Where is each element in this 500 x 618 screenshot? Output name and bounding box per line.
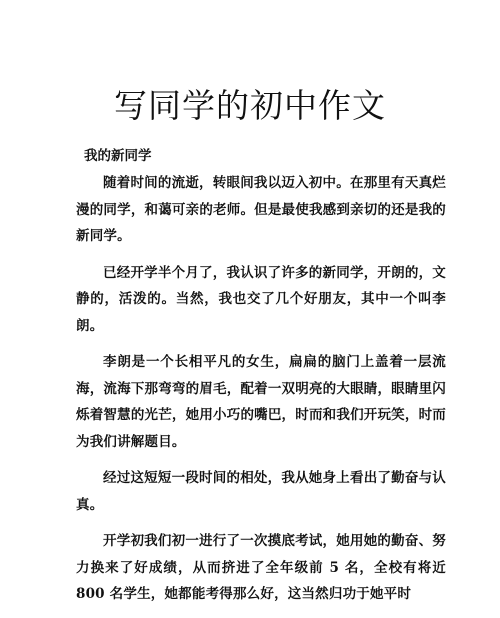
document-title: 写同学的初中作文 [114, 86, 386, 125]
paragraph: 已经开学半个月了，我认识了许多的新同学，开朗的，文静的，活泼的。当然，我也交了几个好朋友，其中一个叫李朗。 [76, 264, 446, 334]
paragraph: 开学初我们初一进行了一次摸底考试，她用她的勤奋、努力换来了好成绩，从而挤进了全年级前 5 名，全校有将近 800 名学生，她都能考得那么好，这当然归功于她平时 [76, 533, 446, 602]
paragraph: 经过这短短一段时间的相处，我从她身上看出了勤奋与认真。 [76, 470, 446, 513]
paragraph: 随着时间的流逝，转眼间我以迈入初中。在那里有天真烂漫的同学，和蔼可亲的老师。但是最使我感到亲切的还是我的新同学。 [76, 175, 446, 244]
document-subtitle: 我的新同学 [84, 148, 152, 164]
paragraph: 李朗是一个长相平凡的女生，扁扁的脑门上盖着一层流海，流海下那弯弯的眉毛，配着一双明亮的大眼睛，眼睛里闪烁着智慧的光芒，她用小巧的嘴巴，时而和我们开玩笑，时而为我们讲解题目。 [76, 354, 446, 450]
document-body [76, 170, 446, 618]
